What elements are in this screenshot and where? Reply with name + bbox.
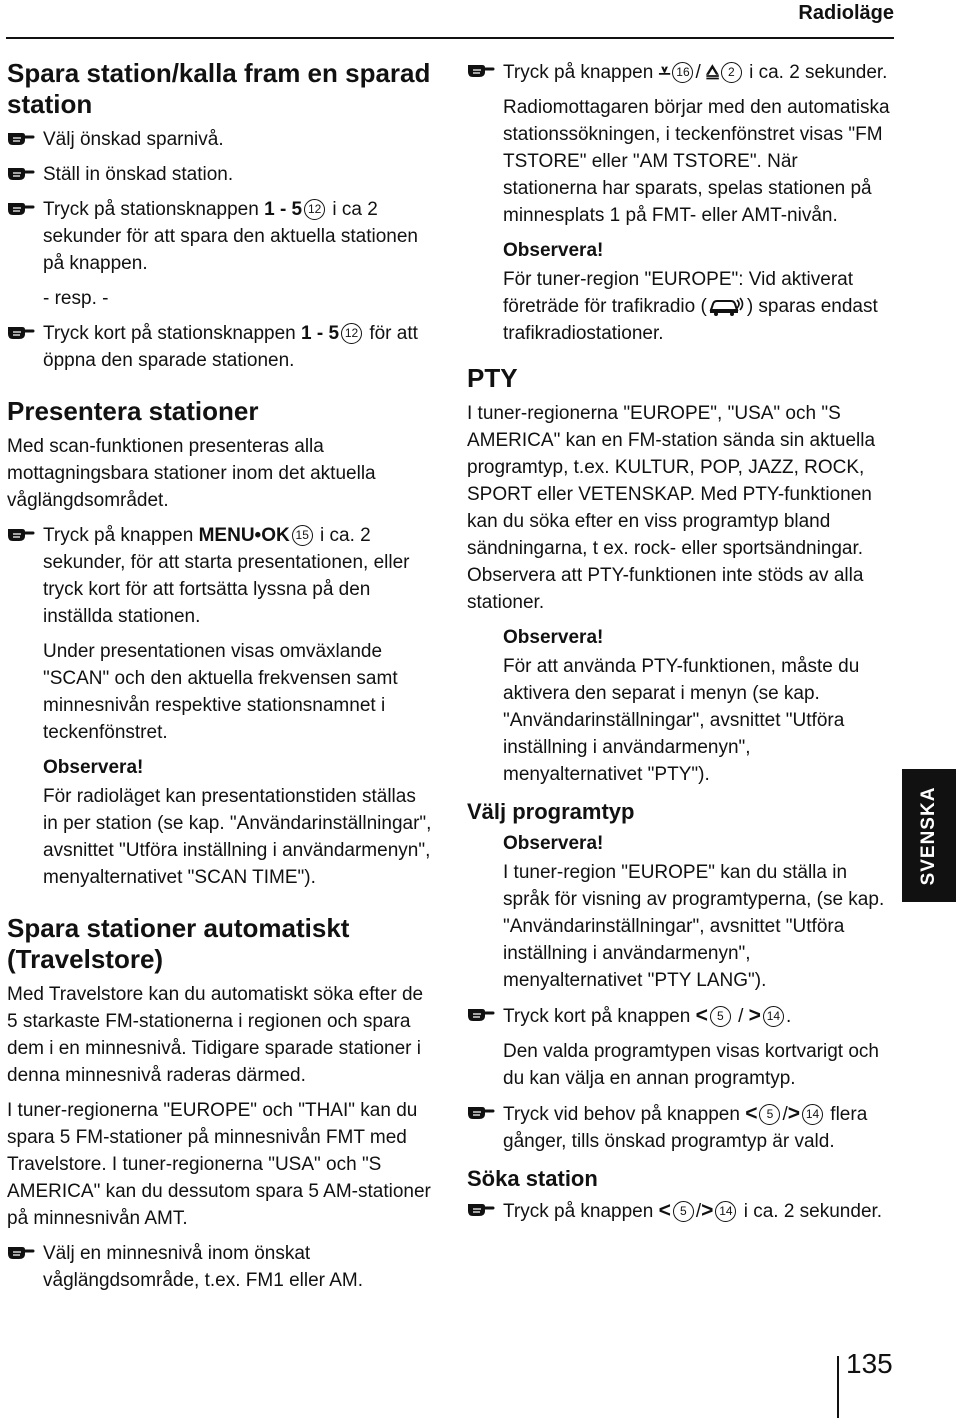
left-arrow-icon: <	[695, 1004, 708, 1027]
step-tune-station: Ställ in önskad station.	[7, 161, 434, 188]
note-label: Observera!	[503, 240, 604, 261]
page-number: 135	[846, 1348, 893, 1379]
heading-select-program-type: Välj programtyp	[467, 799, 635, 824]
note-text: För att använda PTY-funktionen, måste du aktivera den separat i menyn (se kap. "Användarinställningar", avsnittet "Utföra inställning i användarmenyn", menyalternativet "PTY").	[503, 656, 860, 785]
double-down-arrow-icon: ⩡	[658, 60, 671, 83]
page-number-rule	[837, 1356, 839, 1418]
note-pty-language	[503, 830, 894, 994]
left-arrow-icon: <	[745, 1102, 758, 1125]
step-search-station: Tryck på knappen < 5 /> 14 i ca. 2 sekunder.	[467, 1197, 894, 1225]
heading-present-stations: Presentera stationer	[7, 396, 259, 426]
paragraph-pty: I tuner-regionerna "EUROPE", "USA" och "S AMERICA" kan en FM-station sända sin aktuella programtyp, t.ex. KULTUR, POP, JAZZ, ROCK, SPORT eller VETENSKAP. Med PTY-funktionen kan du söka efter en viss programtyp bland sändningarna, t ex. rock- eller sportsändningar. Observera att PTY-funktionen inte stöds av alla stationer.	[467, 403, 876, 613]
traffic-car-icon	[707, 296, 747, 316]
note-traffic	[503, 237, 894, 347]
step-select-memory-level: Välj en minnesnivå inom önskat våglängdsområde, t.ex. FM1 eller AM.	[7, 1240, 434, 1294]
language-tab	[902, 769, 956, 902]
language-tab-label: SVENSKA	[918, 786, 939, 885]
pointing-hand-icon	[467, 1103, 495, 1121]
paragraph-travelstore-result: Radiomottagaren börjar med den automatiska stationssökningen, i teckenfönstret visas "FM TSTORE" eller "AM TSTORE". När stationerna har sparats, spelas stationen på minnesplats 1 på FMT- eller AMT-nivån.	[503, 97, 890, 226]
heading-save-station: Spara station/kalla fram en sparad station	[7, 58, 431, 119]
left-column	[7, 58, 434, 1302]
heading-travelstore: Spara stationer automatiskt (Travelstore)	[7, 913, 350, 974]
note-text: I tuner-region "EUROPE" kan du ställa in språk för visning av programtyperna, (se kap. "Användarinställningar", avsnittet "Utföra inställning i användarmenyn", menyalternativet "PTY LANG").	[503, 862, 885, 991]
button-number-badge: 14	[715, 1201, 736, 1222]
pointing-hand-icon	[7, 525, 35, 543]
pointing-hand-icon	[7, 199, 35, 217]
pointing-hand-icon	[467, 1200, 495, 1218]
button-number-badge: 14	[763, 1006, 784, 1027]
step-start-travelstore: Tryck på knappen ⩡ 16 / ⩠ 2 i ca. 2 sekunder.	[467, 58, 894, 86]
right-column	[467, 58, 894, 1233]
pointing-hand-icon	[7, 164, 35, 182]
pointing-hand-icon	[7, 129, 35, 147]
note-label: Observera!	[503, 627, 604, 648]
heading-pty: PTY	[467, 363, 518, 393]
right-arrow-icon: >	[701, 1199, 714, 1222]
step-select-level: Välj önskad sparnivå.	[7, 126, 434, 153]
paragraph-travelstore-regions: I tuner-regionerna "EUROPE" och "THAI" kan du spara 5 FM-stationer på minnesnivån FMT med Travelstore. I tuner-regionerna "USA" och "S AMERICA" kan du dessutom spara 5 AM-stationer på minnesnivån AMT.	[7, 1100, 431, 1229]
note-scan	[43, 754, 434, 891]
pointing-hand-icon	[467, 1005, 495, 1023]
note-pty	[503, 624, 894, 788]
header-rule	[6, 37, 894, 39]
right-arrow-icon: >	[748, 1004, 761, 1027]
step-show-program-type: Tryck kort på knappen < 5 / > 14 .	[467, 1002, 894, 1030]
paragraph-travelstore-intro: Med Travelstore kan du automatiskt söka efter de 5 starkaste FM-stationerna i regionen och spara dem i en minnesnivå. Tidigare sparade stationer i denna minnesnivå raderas därmed.	[7, 984, 424, 1086]
pointing-hand-icon	[7, 1243, 35, 1261]
section-title: Radioläge	[798, 2, 894, 24]
note-text: För radioläget kan presentationstiden ställas in per station (se kap. "Användarinställningar", avsnittet "Utföra inställning i användarmenyn", menyalternativet "SCAN TIME").	[43, 786, 432, 888]
note-text: För tuner-region "EUROPE": Vid aktiverat företräde för trafikradio ( ) sparas endast trafikradiostationer.	[503, 269, 878, 344]
step-change-program-type: Tryck vid behov på knappen < 5 /> 14 flera gånger, tills önskad programtyp är vald.	[467, 1100, 894, 1155]
button-number-badge: 14	[802, 1104, 823, 1125]
paragraph-scan-intro: Med scan-funktionen presenteras alla mottagningsbara stationer inom det aktuella våglängdsområdet.	[7, 436, 376, 511]
double-up-arrow-icon: ⩠	[706, 60, 719, 83]
paragraph-scan-display: Under presentationen visas omväxlande "SCAN" och den aktuella frekvensen samt minnesnivån respektive stationsnamnet i teckenfönstret.	[43, 641, 398, 743]
left-arrow-icon: <	[658, 1199, 671, 1222]
resp-text: - resp. -	[43, 288, 109, 309]
button-number-badge: 16	[672, 62, 693, 83]
button-number-badge: 2	[721, 62, 742, 83]
step-start-scan: Tryck på knappen MENU•OK 15 i ca. 2 sekunder, för att starta presentationen, eller tryck kort för att fortsätta lyssna på den inställda stationen.	[7, 522, 434, 630]
note-label: Observera!	[43, 757, 144, 778]
step-store-station: Tryck på stationsknappen 1 - 5 12 i ca 2 sekunder för att spara den aktuella stationen på knappen.	[7, 196, 434, 277]
step-recall-station: Tryck kort på stationsknappen 1 - 5 12 för att öppna den sparade stationen.	[7, 320, 434, 374]
note-label: Observera!	[503, 833, 604, 854]
button-number-badge: 5	[710, 1006, 731, 1027]
pointing-hand-icon	[467, 61, 495, 79]
paragraph-program-type-shown: Den valda programtypen visas kortvarigt och du kan välja en annan programtyp.	[503, 1041, 879, 1089]
button-number-badge: 12	[341, 323, 362, 344]
right-arrow-icon: >	[787, 1102, 801, 1125]
pointing-hand-icon	[7, 323, 35, 341]
button-number-badge: 15	[292, 525, 313, 546]
button-number-badge: 5	[759, 1104, 780, 1125]
button-number-badge: 5	[673, 1201, 694, 1222]
heading-search-station: Söka station	[467, 1166, 598, 1191]
button-number-badge: 12	[304, 199, 325, 220]
